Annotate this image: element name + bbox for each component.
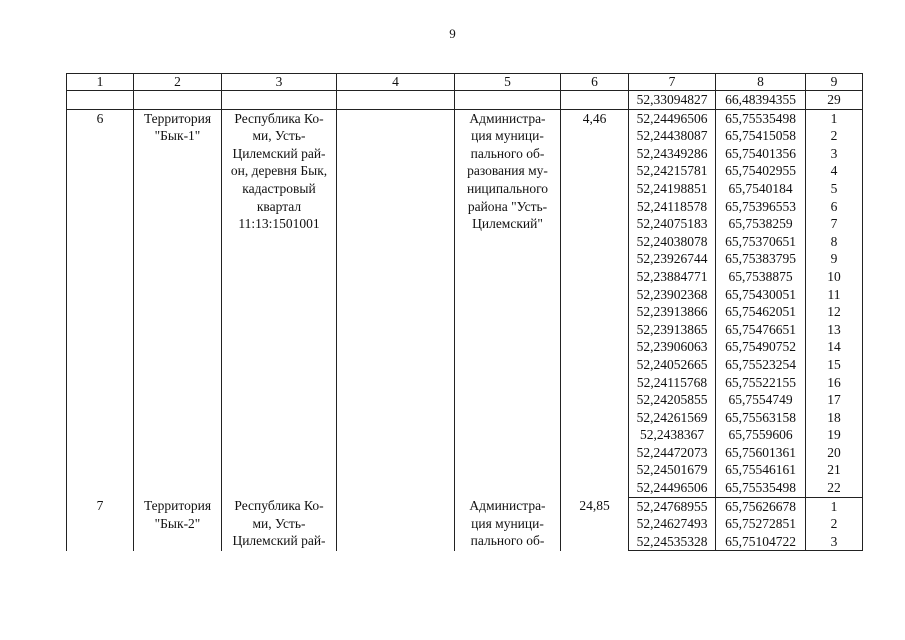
point-number: 3 — [806, 145, 863, 163]
area: 4,46 — [561, 109, 629, 497]
text-line: Территория — [143, 110, 212, 126]
coord-x: 52,24496506 — [629, 109, 716, 127]
coord-x: 52,24768955 — [629, 497, 716, 515]
coord-x: 52,24198851 — [629, 180, 716, 198]
text-line: Республика Ко- — [234, 498, 324, 514]
text-line: 11:13:1501001 — [238, 216, 320, 232]
header-cell: 1 — [67, 74, 134, 91]
coord-y: 65,75476651 — [716, 321, 806, 339]
coord-x: 52,23926744 — [629, 250, 716, 268]
coord-x: 52,24535328 — [629, 533, 716, 551]
coord-x: 52,24215781 — [629, 162, 716, 180]
text-line: кадастровый — [242, 180, 316, 196]
coord-y: 65,75104722 — [716, 533, 806, 551]
coord-x: 52,24627493 — [629, 515, 716, 533]
coord-y: 65,75490752 — [716, 338, 806, 356]
text-line: ми, Усть- — [252, 515, 306, 531]
administration — [455, 109, 561, 497]
point-number: 2 — [806, 515, 863, 533]
coord-x: 52,24472073 — [629, 444, 716, 462]
point-number: 13 — [806, 321, 863, 339]
coord-y: 65,75563158 — [716, 409, 806, 427]
coord-y: 65,75462051 — [716, 303, 806, 321]
point-number: 3 — [806, 533, 863, 551]
coord-x: 52,24496506 — [629, 479, 716, 497]
point-number: 20 — [806, 444, 863, 462]
coord-x: 52,24349286 — [629, 145, 716, 163]
col4-empty — [337, 109, 455, 497]
coord-x: 52,24501679 — [629, 461, 716, 479]
coord-y: 65,7538259 — [716, 215, 806, 233]
territory-name — [134, 497, 222, 551]
text-line: ми, Усть- — [252, 128, 306, 144]
coord-x: 52,24075183 — [629, 215, 716, 233]
coord-y: 65,75402955 — [716, 162, 806, 180]
coord-y: 65,75396553 — [716, 198, 806, 216]
point-number: 22 — [806, 479, 863, 497]
header-row — [67, 74, 863, 91]
area: 24,85 — [561, 497, 629, 551]
coord-y: 65,75430051 — [716, 286, 806, 304]
territory-name — [134, 109, 222, 497]
header-cell: 8 — [716, 74, 806, 91]
coord-y: 65,75523254 — [716, 356, 806, 374]
point-number: 21 — [806, 461, 863, 479]
point-number: 19 — [806, 426, 863, 444]
coord-x: 52,23902368 — [629, 286, 716, 304]
coord-y: 65,7559606 — [716, 426, 806, 444]
coord-x: 52,23913865 — [629, 321, 716, 339]
text-line: "Бык-1" — [154, 128, 201, 144]
point-number: 14 — [806, 338, 863, 356]
text-line: ниципального — [466, 180, 549, 196]
header-cell: 4 — [337, 74, 455, 91]
point-number: 11 — [806, 286, 863, 304]
table-row — [67, 497, 863, 515]
text-line: пального об- — [470, 145, 545, 161]
point-number: 4 — [806, 162, 863, 180]
continuation-row — [67, 91, 863, 110]
coord-y: 65,75626678 — [716, 497, 806, 515]
coord-y: 65,7540184 — [716, 180, 806, 198]
text-line: района "Усть- — [467, 198, 548, 214]
point-number: 10 — [806, 268, 863, 286]
coord-y: 65,75383795 — [716, 250, 806, 268]
coord-x: 52,23913866 — [629, 303, 716, 321]
coord-y: 65,75401356 — [716, 145, 806, 163]
text-line: Цилемский рай- — [232, 533, 326, 549]
point-number: 2 — [806, 127, 863, 145]
table-body — [67, 74, 863, 551]
coord-x: 52,24052665 — [629, 356, 716, 374]
coord-x: 52,23906063 — [629, 338, 716, 356]
coord-y: 65,75522155 — [716, 374, 806, 392]
coord-x: 52,24438087 — [629, 127, 716, 145]
coord-x: 52,24118578 — [629, 198, 716, 216]
text-line: ция муници- — [471, 128, 544, 144]
point-number: 9 — [806, 250, 863, 268]
header-cell: 7 — [629, 74, 716, 91]
coord-y: 65,75546161 — [716, 461, 806, 479]
table-row — [67, 109, 863, 127]
header-cell: 3 — [222, 74, 337, 91]
text-line: Администра- — [469, 110, 546, 126]
text-line: Цилемский" — [472, 216, 543, 232]
coord-y: 65,75272851 — [716, 515, 806, 533]
text-line: Администра- — [469, 498, 546, 514]
text-line: Территория — [143, 498, 212, 514]
coord-y: 65,75415058 — [716, 127, 806, 145]
coord-y: 65,75535498 — [716, 479, 806, 497]
coord-y: 66,48394355 — [716, 91, 806, 110]
text-line: Цилемский рай- — [232, 145, 326, 161]
row-number: 7 — [67, 497, 134, 551]
coord-y: 65,7554749 — [716, 391, 806, 409]
coord-y: 65,75601361 — [716, 444, 806, 462]
text-line: он, деревня Бык, — [230, 163, 328, 179]
text-line: разования му- — [467, 163, 548, 179]
point-number: 18 — [806, 409, 863, 427]
text-line: пального об- — [470, 533, 545, 549]
coordinates-table — [66, 73, 863, 551]
text-line: Республика Ко- — [234, 110, 324, 126]
row-number: 6 — [67, 109, 134, 497]
col4-empty — [337, 497, 455, 551]
text-line: ция муници- — [471, 515, 544, 531]
point-number: 15 — [806, 356, 863, 374]
coord-x: 52,24038078 — [629, 233, 716, 251]
administration — [455, 497, 561, 551]
coord-x: 52,23884771 — [629, 268, 716, 286]
point-number: 1 — [806, 497, 863, 515]
coord-x: 52,24205855 — [629, 391, 716, 409]
location — [222, 109, 337, 497]
point-number: 7 — [806, 215, 863, 233]
point-number: 6 — [806, 198, 863, 216]
point-number: 29 — [806, 91, 863, 110]
coord-y: 65,75535498 — [716, 109, 806, 127]
point-number: 16 — [806, 374, 863, 392]
header-cell: 9 — [806, 74, 863, 91]
point-number: 8 — [806, 233, 863, 251]
coord-x: 52,24261569 — [629, 409, 716, 427]
coord-x: 52,24115768 — [629, 374, 716, 392]
text-line: "Бык-2" — [154, 515, 201, 531]
coord-x: 52,33094827 — [629, 91, 716, 110]
location — [222, 497, 337, 551]
coord-y: 65,75370651 — [716, 233, 806, 251]
page-number: 9 — [449, 26, 456, 41]
coord-x: 52,2438367 — [629, 426, 716, 444]
text-line: квартал — [256, 198, 302, 214]
header-cell: 2 — [134, 74, 222, 91]
point-number: 1 — [806, 109, 863, 127]
coord-y: 65,7538875 — [716, 268, 806, 286]
header-cell: 5 — [455, 74, 561, 91]
point-number: 17 — [806, 391, 863, 409]
header-cell: 6 — [561, 74, 629, 91]
point-number: 5 — [806, 180, 863, 198]
point-number: 12 — [806, 303, 863, 321]
